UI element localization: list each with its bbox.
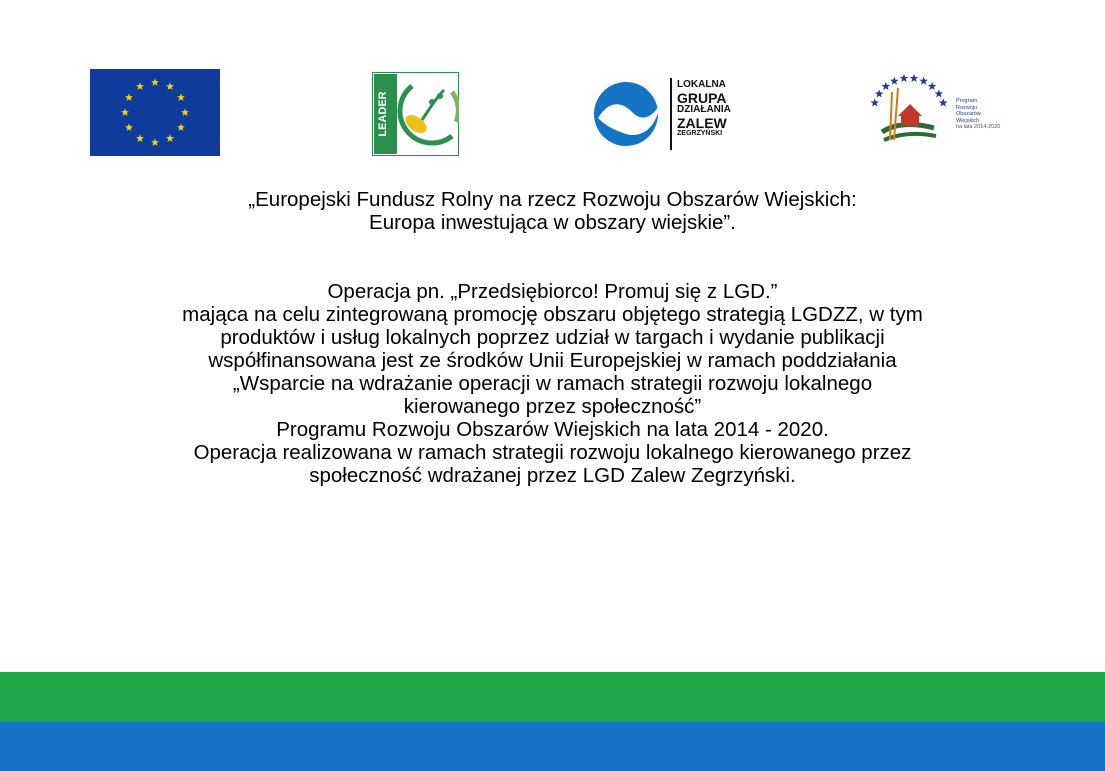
prow-star-icon	[875, 89, 884, 97]
prow-star-icon	[928, 82, 937, 90]
text-line: Operacja pn. „Przedsiębiorco! Promuj się z LGD.”	[327, 280, 778, 303]
leader-wordmark: LEADER	[377, 91, 389, 137]
text-line: Europa inwestująca w obszary wiejskie”.	[369, 211, 736, 234]
lgd-wordmark	[677, 80, 767, 138]
paragraph-gap	[40, 234, 1065, 280]
text-line: „Wsparcie na wdrażanie operacji w ramach strategii rozwoju lokalnego	[232, 372, 873, 395]
text-line: produktów i usług lokalnych poprzez udział w targach i wydanie publikacji	[220, 326, 885, 349]
leader-logo-icon	[372, 72, 459, 156]
text-line: „Europejski Fundusz Rolny na rzecz Rozwoju Obszarów Wiejskich:	[248, 188, 857, 211]
lgd-line: DZIAŁANIA	[677, 104, 731, 116]
eu-flag-icon	[90, 69, 220, 156]
text-line: mająca na celu zintegrowaną promocję obszaru objętego strategią LGDZZ, w tym	[182, 303, 923, 326]
blue-footer-band	[0, 722, 1105, 771]
logo-bar	[0, 0, 1105, 170]
prow-line: Wiejskich	[956, 117, 980, 124]
lgd-line: GRUPA	[677, 89, 727, 106]
prow-star-icon	[939, 98, 948, 106]
prow-star-icon	[919, 77, 928, 85]
prow-line: Program	[956, 98, 978, 104]
lgd-line: ZALEW	[677, 114, 727, 131]
text-line: Programu Rozwoju Obszarów Wiejskich na lata 2014 - 2020.	[276, 418, 829, 441]
prow-logo-icon	[864, 70, 1004, 148]
lgd-line: LOKALNA	[677, 79, 726, 90]
prow-star-icon	[882, 82, 891, 90]
prow-line: na lata 2014-2020	[956, 124, 1001, 131]
prow-line: Rozwoju	[956, 104, 978, 111]
prow-star-icon	[910, 74, 919, 82]
information-text	[40, 188, 1065, 487]
prow-star-icon	[935, 89, 944, 97]
lgd-line: ZEGRZYŃSKI	[677, 130, 723, 138]
text-line: współfinansowana jest ze środków Unii Europejskiej w ramach poddziałania	[208, 349, 897, 372]
prow-wordmark	[956, 98, 1016, 131]
lgd-zalew-logo-icon	[592, 78, 762, 150]
prow-star-icon	[890, 77, 899, 85]
green-footer-band	[0, 672, 1105, 722]
prow-line: Obszarów	[956, 111, 981, 118]
lgd-divider	[670, 78, 672, 150]
text-line: kierowanego przez społeczność”	[403, 395, 702, 418]
text-line: Operacja realizowana w ramach strategii rozwoju lokalnego kierowanego przez	[193, 441, 912, 464]
prow-star-icon	[900, 74, 909, 82]
text-line: społeczność wdrażanej przez LGD Zalew Zegrzyński.	[309, 464, 796, 487]
prow-star-icon	[870, 98, 879, 106]
